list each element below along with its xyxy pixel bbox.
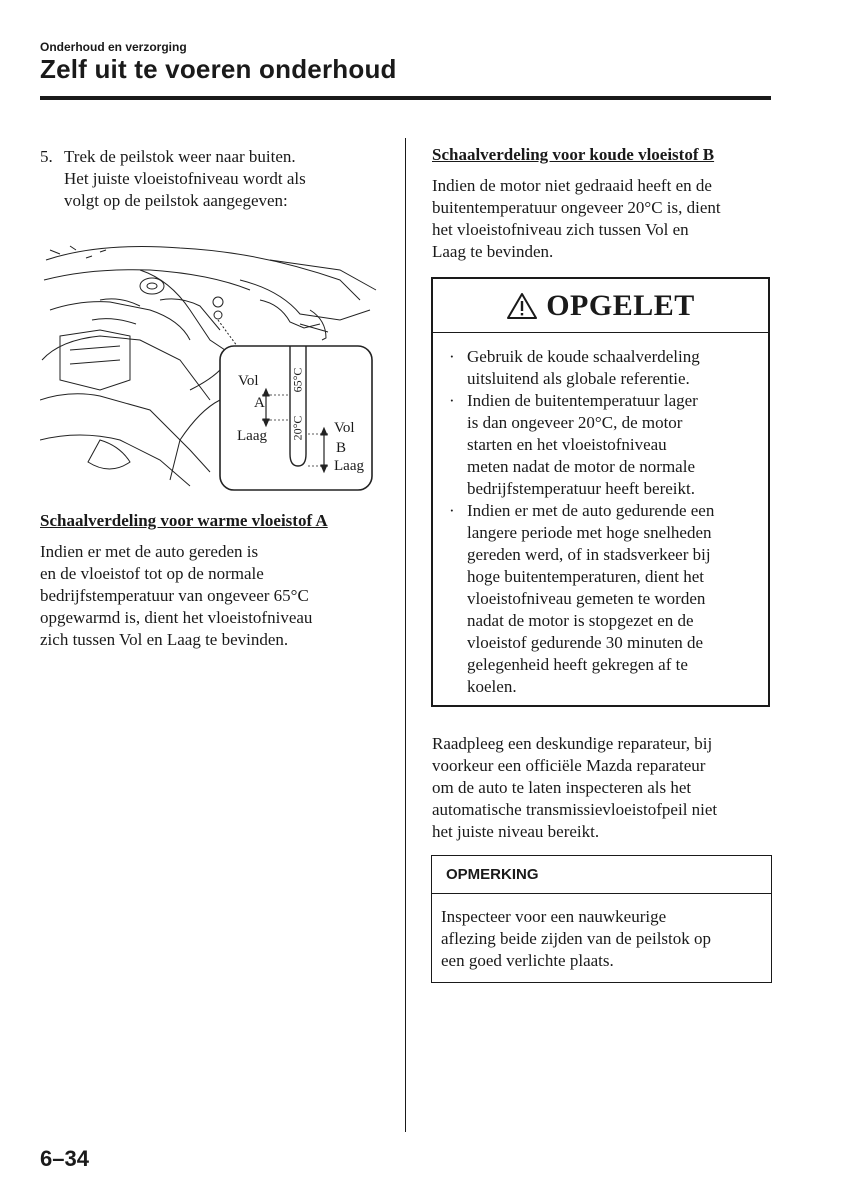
text-line: gelegenheid heeft gekregen af te bbox=[467, 655, 688, 674]
caution-list bbox=[449, 346, 759, 698]
caution-item bbox=[449, 346, 759, 390]
text-line: een goed verlichte plaats. bbox=[441, 951, 614, 970]
warm-scale-heading: Schaalverdeling voor warme vloeistof A bbox=[40, 511, 328, 530]
text-line: Gebruik de koude schaalverdeling bbox=[467, 347, 700, 366]
text-line: zich tussen Vol en Laag te bevinden. bbox=[40, 630, 289, 649]
caution-item bbox=[449, 390, 759, 500]
caution-header bbox=[433, 279, 768, 333]
text-line: vloeistof gedurende 30 minuten de bbox=[467, 633, 704, 652]
label-vol-b: Vol bbox=[334, 420, 355, 436]
text-line: buitentemperatuur ongeveer 20°C is, dient bbox=[432, 198, 721, 217]
note-box bbox=[431, 855, 772, 983]
label-laag-a: Laag bbox=[237, 428, 267, 444]
label-a: A bbox=[254, 395, 265, 411]
label-65c: 65°C bbox=[290, 367, 305, 393]
page-number: 6–34 bbox=[40, 1146, 89, 1171]
text-line: Indien de buitentemperatuur lager bbox=[467, 391, 698, 410]
engine-bay-illustration bbox=[40, 240, 380, 494]
text-line: het vloeistofniveau zich tussen Vol en bbox=[432, 220, 689, 239]
bullet-icon: · bbox=[449, 501, 455, 520]
step-number: 5. bbox=[40, 147, 53, 166]
text-line: voorkeur een officiële Mazda reparateur bbox=[432, 756, 706, 775]
step-line: Het juiste vloeistofniveau wordt als bbox=[64, 169, 306, 188]
page-title: Zelf uit te voeren onderhoud bbox=[40, 54, 397, 84]
text-line: bedrijfstemperatuur heeft bereikt. bbox=[467, 479, 695, 498]
text-line: opgewarmd is, dient het vloeistofniveau bbox=[40, 608, 313, 627]
text-line: hoge buitentemperaturen, dient het bbox=[467, 567, 704, 586]
text-line: koelen. bbox=[467, 677, 517, 696]
advice-text bbox=[432, 733, 772, 843]
label-vol-a: Vol bbox=[238, 373, 259, 389]
column-divider bbox=[405, 138, 406, 1132]
caution-title: OPGELET bbox=[546, 288, 695, 322]
text-line: Raadpleeg een deskundige reparateur, bij bbox=[432, 734, 713, 753]
text-line: automatische transmissievloeistofpeil niet bbox=[432, 800, 718, 819]
title-rule bbox=[40, 96, 771, 100]
bullet-icon: · bbox=[449, 347, 455, 366]
text-line: aflezing beide zijden van de peilstok op bbox=[441, 929, 712, 948]
text-line: nadat de motor is stopgezet en de bbox=[467, 611, 694, 630]
text-line: en de vloeistof tot op de normale bbox=[40, 564, 264, 583]
step-line: Trek de peilstok weer naar buiten. bbox=[64, 147, 296, 166]
text-line: het juiste niveau bereikt. bbox=[432, 822, 600, 841]
section-label: Onderhoud en verzorging bbox=[40, 40, 187, 54]
cold-scale-heading: Schaalverdeling voor koude vloeistof B bbox=[432, 145, 715, 164]
step-text bbox=[64, 146, 374, 212]
text-line: uitsluitend als globale referentie. bbox=[467, 369, 690, 388]
text-line: meten nadat de motor de normale bbox=[467, 457, 695, 476]
warm-scale-text bbox=[40, 541, 380, 651]
text-line: gereden werd, of in stadsverkeer bij bbox=[467, 545, 711, 564]
text-line: Laag te bevinden. bbox=[432, 242, 554, 261]
label-20c: 20°C bbox=[290, 415, 305, 441]
text-line: langere periode met hoge snelheden bbox=[467, 523, 712, 542]
text-line: Inspecteer voor een nauwkeurige bbox=[441, 907, 667, 926]
label-b: B bbox=[336, 440, 347, 456]
text-line: Indien er met de auto gedurende een bbox=[467, 501, 715, 520]
dipstick-figure bbox=[40, 240, 380, 494]
text-line: is dan ongeveer 20°C, de motor bbox=[467, 413, 683, 432]
text-line: starten en het vloeistofniveau bbox=[467, 435, 667, 454]
text-line: bedrijfstemperatuur van ongeveer 65°C bbox=[40, 586, 309, 605]
caution-item bbox=[449, 500, 759, 698]
text-line: vloeistofniveau gemeten te worden bbox=[467, 589, 706, 608]
text-line: Indien de motor niet gedraaid heeft en de bbox=[432, 176, 712, 195]
text-line: Indien er met de auto gereden is bbox=[40, 542, 259, 561]
note-text bbox=[441, 906, 766, 972]
bullet-icon: · bbox=[449, 391, 455, 410]
warning-triangle-icon bbox=[506, 292, 538, 320]
note-title: OPMERKING bbox=[432, 856, 771, 894]
label-laag-b: Laag bbox=[334, 458, 364, 474]
text-line: om de auto te laten inspecteren als het bbox=[432, 778, 692, 797]
caution-box bbox=[431, 277, 770, 707]
step-line: volgt op de peilstok aangegeven: bbox=[64, 191, 288, 210]
cold-scale-text bbox=[432, 175, 772, 263]
